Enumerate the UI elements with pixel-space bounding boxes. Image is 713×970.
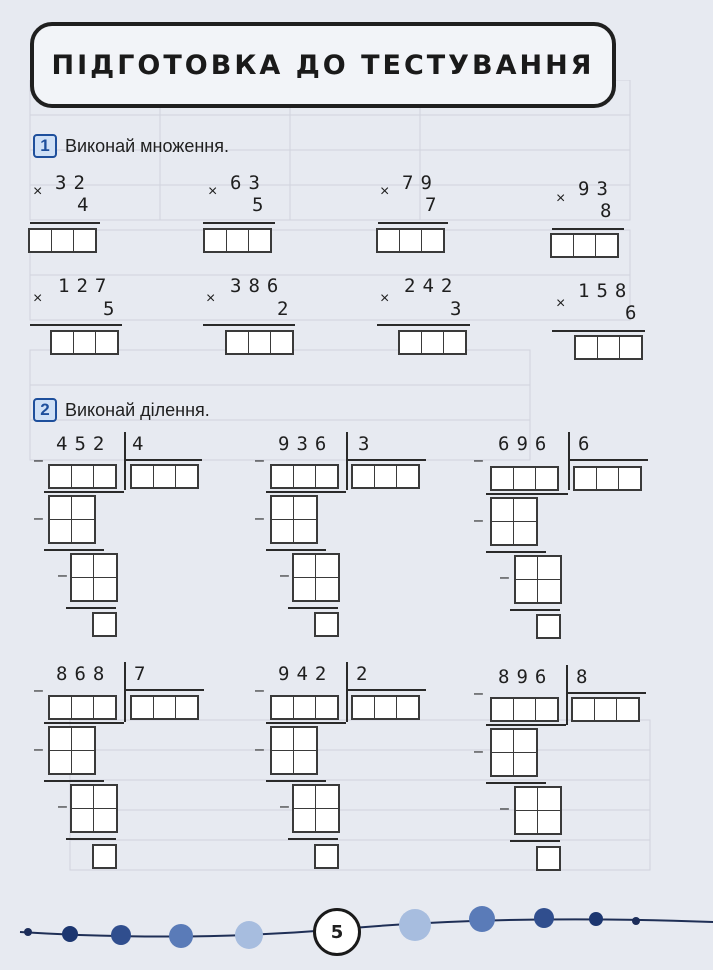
multiplier: 5 (252, 194, 271, 216)
minus-sign: – (500, 569, 509, 586)
minus-sign: – (34, 452, 43, 469)
minus-sign: – (255, 741, 264, 758)
multiplier: 7 (425, 194, 444, 216)
minus-sign: – (474, 743, 483, 760)
multiplier: 5 (103, 298, 122, 320)
divisor: 6 (578, 433, 597, 455)
minus-sign: – (280, 798, 289, 815)
multiply-sign: × (380, 290, 390, 307)
multiplicand: 158 (578, 280, 634, 302)
page-number: 5 (313, 908, 361, 956)
dividend: 868 (56, 663, 112, 685)
multiplier: 6 (625, 302, 644, 324)
minus-sign: – (34, 510, 43, 527)
multiply-sign: × (556, 190, 566, 207)
multiplicand: 386 (230, 275, 286, 297)
page-title: ПІДГОТОВКА ДО ТЕСТУВАННЯ (51, 49, 595, 81)
minus-sign: – (255, 510, 264, 527)
task-1-instruction: Виконай множення. (65, 135, 229, 156)
multiplicand: 127 (58, 275, 114, 297)
minus-sign: – (58, 567, 67, 584)
multiplier: 4 (77, 194, 96, 216)
multiply-sign: × (380, 183, 390, 200)
divisor: 3 (358, 433, 377, 455)
divisor: 2 (356, 663, 375, 685)
dividend: 452 (56, 433, 112, 455)
minus-sign: – (500, 800, 509, 817)
minus-sign: – (34, 682, 43, 699)
multiplicand: 93 (578, 178, 615, 200)
multiplier: 2 (277, 298, 296, 320)
dividend: 896 (498, 666, 554, 688)
minus-sign: – (34, 741, 43, 758)
minus-sign: – (255, 452, 264, 469)
minus-sign: – (280, 567, 289, 584)
dividend: 696 (498, 433, 554, 455)
task-2-instruction: Виконай ділення. (65, 399, 210, 420)
dividend: 942 (278, 663, 334, 685)
multiply-sign: × (556, 295, 566, 312)
multiplicand: 32 (55, 172, 92, 194)
task-2-number: 2 (33, 398, 57, 422)
multiply-sign: × (206, 290, 216, 307)
divisor: 4 (132, 433, 151, 455)
multiplier: 3 (450, 298, 469, 320)
multiplicand: 79 (402, 172, 439, 194)
multiply-sign: × (33, 183, 43, 200)
task-1-number: 1 (33, 134, 57, 158)
minus-sign: – (474, 512, 483, 529)
minus-sign: – (58, 798, 67, 815)
multiplicand: 242 (404, 275, 460, 297)
dividend: 936 (278, 433, 334, 455)
minus-sign: – (255, 682, 264, 699)
minus-sign: – (474, 685, 483, 702)
multiplier: 8 (600, 200, 619, 222)
multiply-sign: × (208, 183, 218, 200)
divisor: 7 (134, 663, 153, 685)
divisor: 8 (576, 666, 595, 688)
minus-sign: – (474, 452, 483, 469)
multiplicand: 63 (230, 172, 267, 194)
multiply-sign: × (33, 290, 43, 307)
